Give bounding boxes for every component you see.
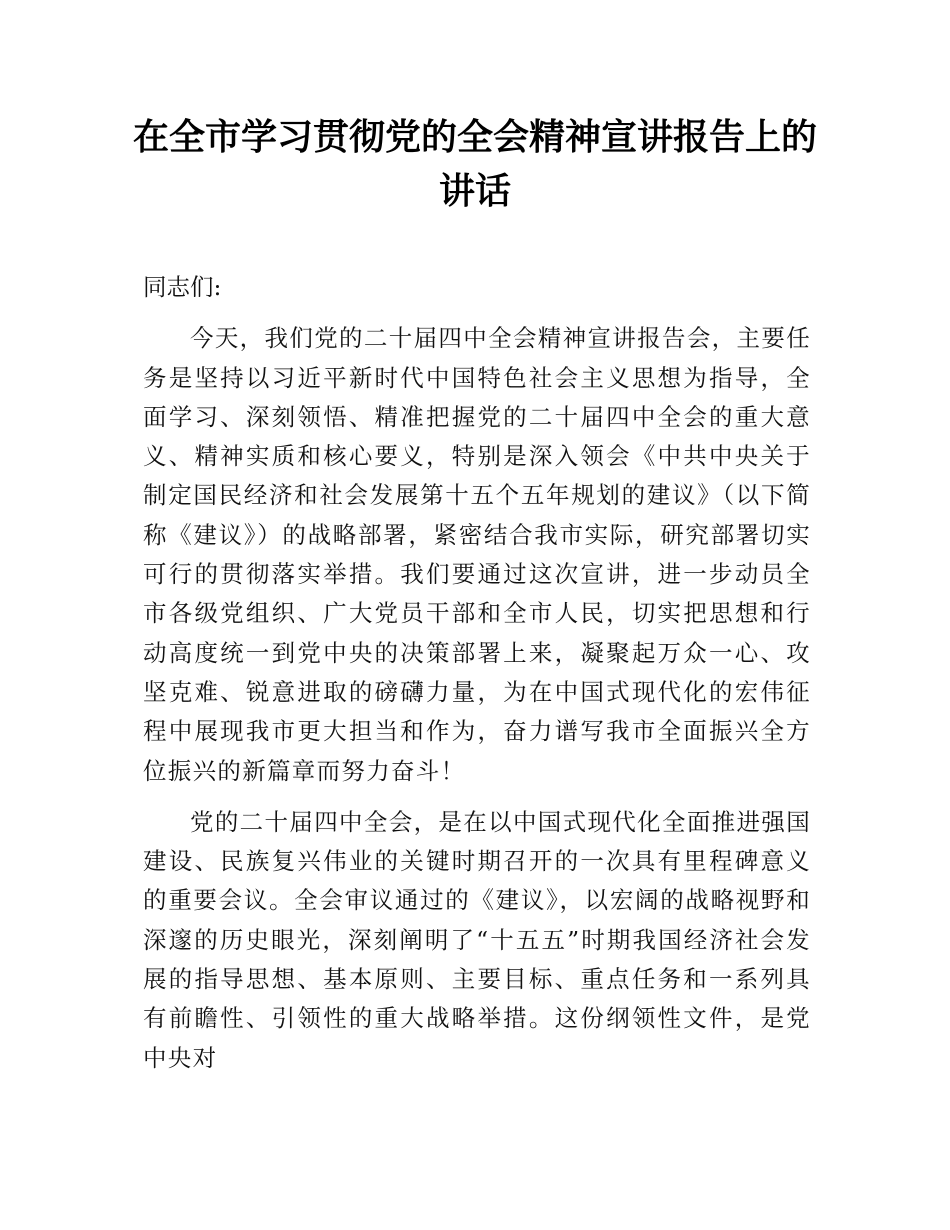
salutation: 同志们: xyxy=(143,273,222,301)
paragraph-2: 党的二十届四中全会，是在以中国式现代化全面推进强国建设、民族复兴伟业的关键时期召开的一次具有里程碑意义的重要会议。全会审议通过的《建议》，以宏阔的战略视野和深邃的历史眼光，深刻阐明了“十五五”时期我国经济社会发展的指导思想、基本原则、主要目标、重点任务和一系列具有前瞻性、引领性的重大战略举措。这份纲领性文件，是党中央对 xyxy=(143,807,811,1072)
paragraph-1: 今天，我们党的二十届四中全会精神宣讲报告会，主要任务是坚持以习近平新时代中国特色社会主义思想为指导，全面学习、深刻领悟、精准把握党的二十届四中全会的重大意义、精神实质和核心要义，特别是深入领会《中共中央关于制定国民经济和社会发展第十五个五年规划的建议》（以下简称《建议》）的战略部署，紧密结合我市实际，研究部署切实可行的贯彻落实举措。我们要通过这次宣讲，进一步动员全市各级党组织、广大党员干部和全市人民，切实把思想和行动高度统一到党中央的决策部署上来，凝聚起万众一心、攻坚克难、锐意进取的磅礴力量，为在中国式现代化的宏伟征程中展现我市更大担当和作为，奋力谱写我市全面振兴全方位振兴的新篇章而努力奋斗！ xyxy=(143,324,811,785)
document-title: 在全市学习贯彻党的全会精神宣讲报告上的讲话 xyxy=(132,116,817,212)
document-body xyxy=(143,268,811,1090)
